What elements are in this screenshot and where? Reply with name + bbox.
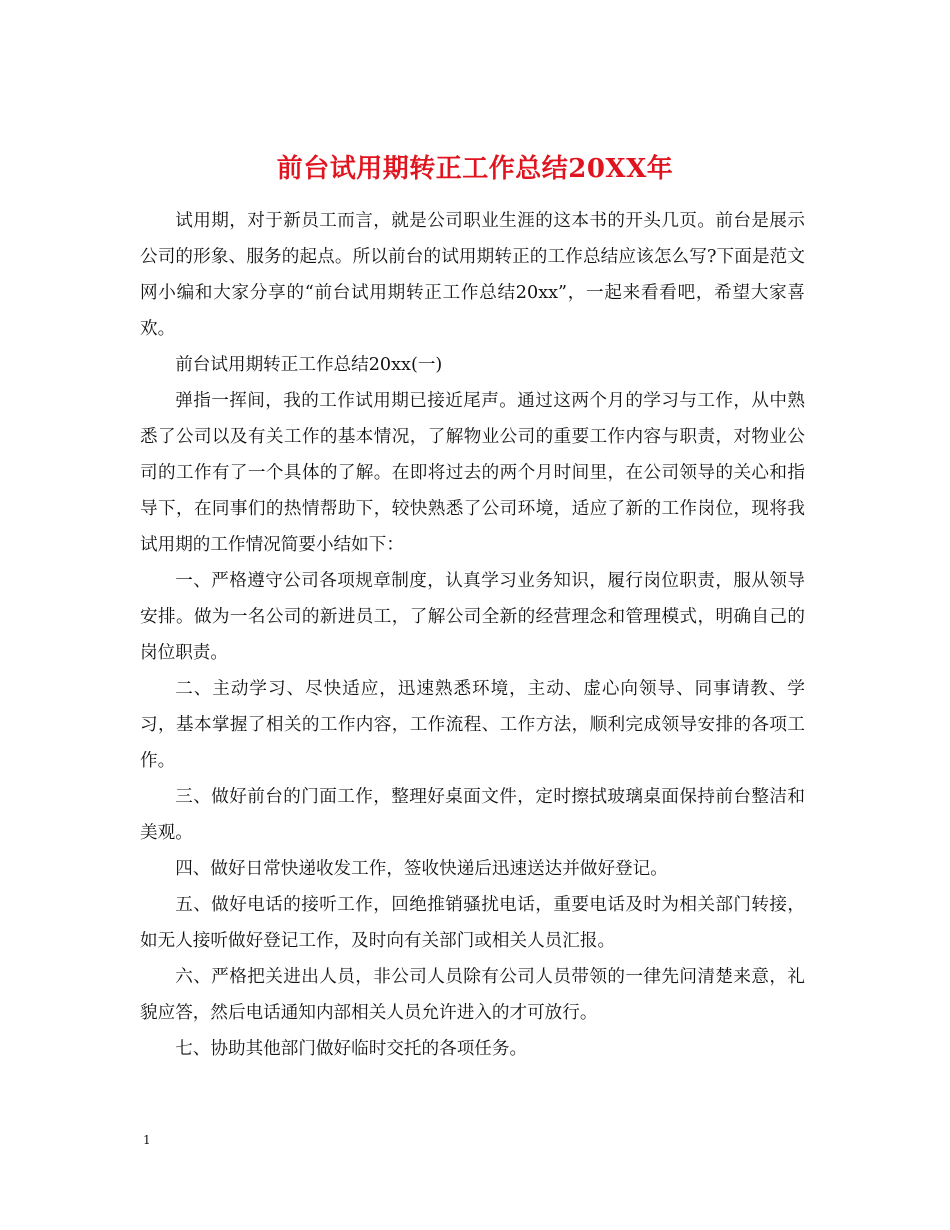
list-item-5: 五、做好电话的接听工作，回绝推销骚扰电话，重要电话及时为相关部门转接，如无人接听做好登记工作，及时向有关部门或相关人员汇报。 [140, 895, 805, 951]
intro-paragraph: 试用期，对于新员工而言，就是公司职业生涯的这本书的开头几页。前台是展示公司的形象、服务的起点。所以前台的试用期转正的工作总结应该怎么写?下面是范文网小编和大家分享的“前台试用期转正工作总结20xx”，一起来看看吧，希望大家喜欢。 [140, 211, 805, 339]
document-body [140, 203, 805, 1067]
list-item-3: 三、做好前台的门面工作，整理好桌面文件，定时擦拭玻璃桌面保持前台整洁和美观。 [140, 787, 805, 843]
list-item-4: 四、做好日常快递收发工作，签收快递后迅速送达并做好登记。 [175, 859, 668, 879]
body-paragraph: 弹指一挥间，我的工作试用期已接近尾声。通过这两个月的学习与工作，从中熟悉了公司以及有关工作的基本情况，了解物业公司的重要工作内容与职责，对物业公司的工作有了一个具体的了解。在即将过去的两个月时间里，在公司领导的关心和指导下，在同事们的热情帮助下，较快熟悉了公司环境，适应了新的工作岗位，现将我试用期的工作情况简要小结如下： [140, 391, 805, 555]
section-heading: 前台试用期转正工作总结20xx(一) [175, 355, 443, 375]
list-item-7: 七、协助其他部门做好临时交托的各项任务。 [175, 1039, 528, 1059]
list-item-2: 二、主动学习、尽快适应，迅速熟悉环境，主动、虚心向领导、同事请教、学习，基本掌握了相关的工作内容，工作流程、工作方法，顺利完成领导安排的各项工作。 [140, 679, 805, 771]
list-item-1: 一、严格遵守公司各项规章制度，认真学习业务知识，履行岗位职责，服从领导安排。做为一名公司的新进员工，了解公司全新的经营理念和管理模式，明确自己的岗位职责。 [140, 571, 805, 663]
page-number: 1 [143, 1133, 151, 1147]
document-title: 前台试用期转正工作总结20XX年 [276, 154, 674, 185]
list-item-6: 六、严格把关进出人员，非公司人员除有公司人员带领的一律先问清楚来意，礼貌应答，然后电话通知内部相关人员允许进入的才可放行。 [140, 967, 805, 1023]
